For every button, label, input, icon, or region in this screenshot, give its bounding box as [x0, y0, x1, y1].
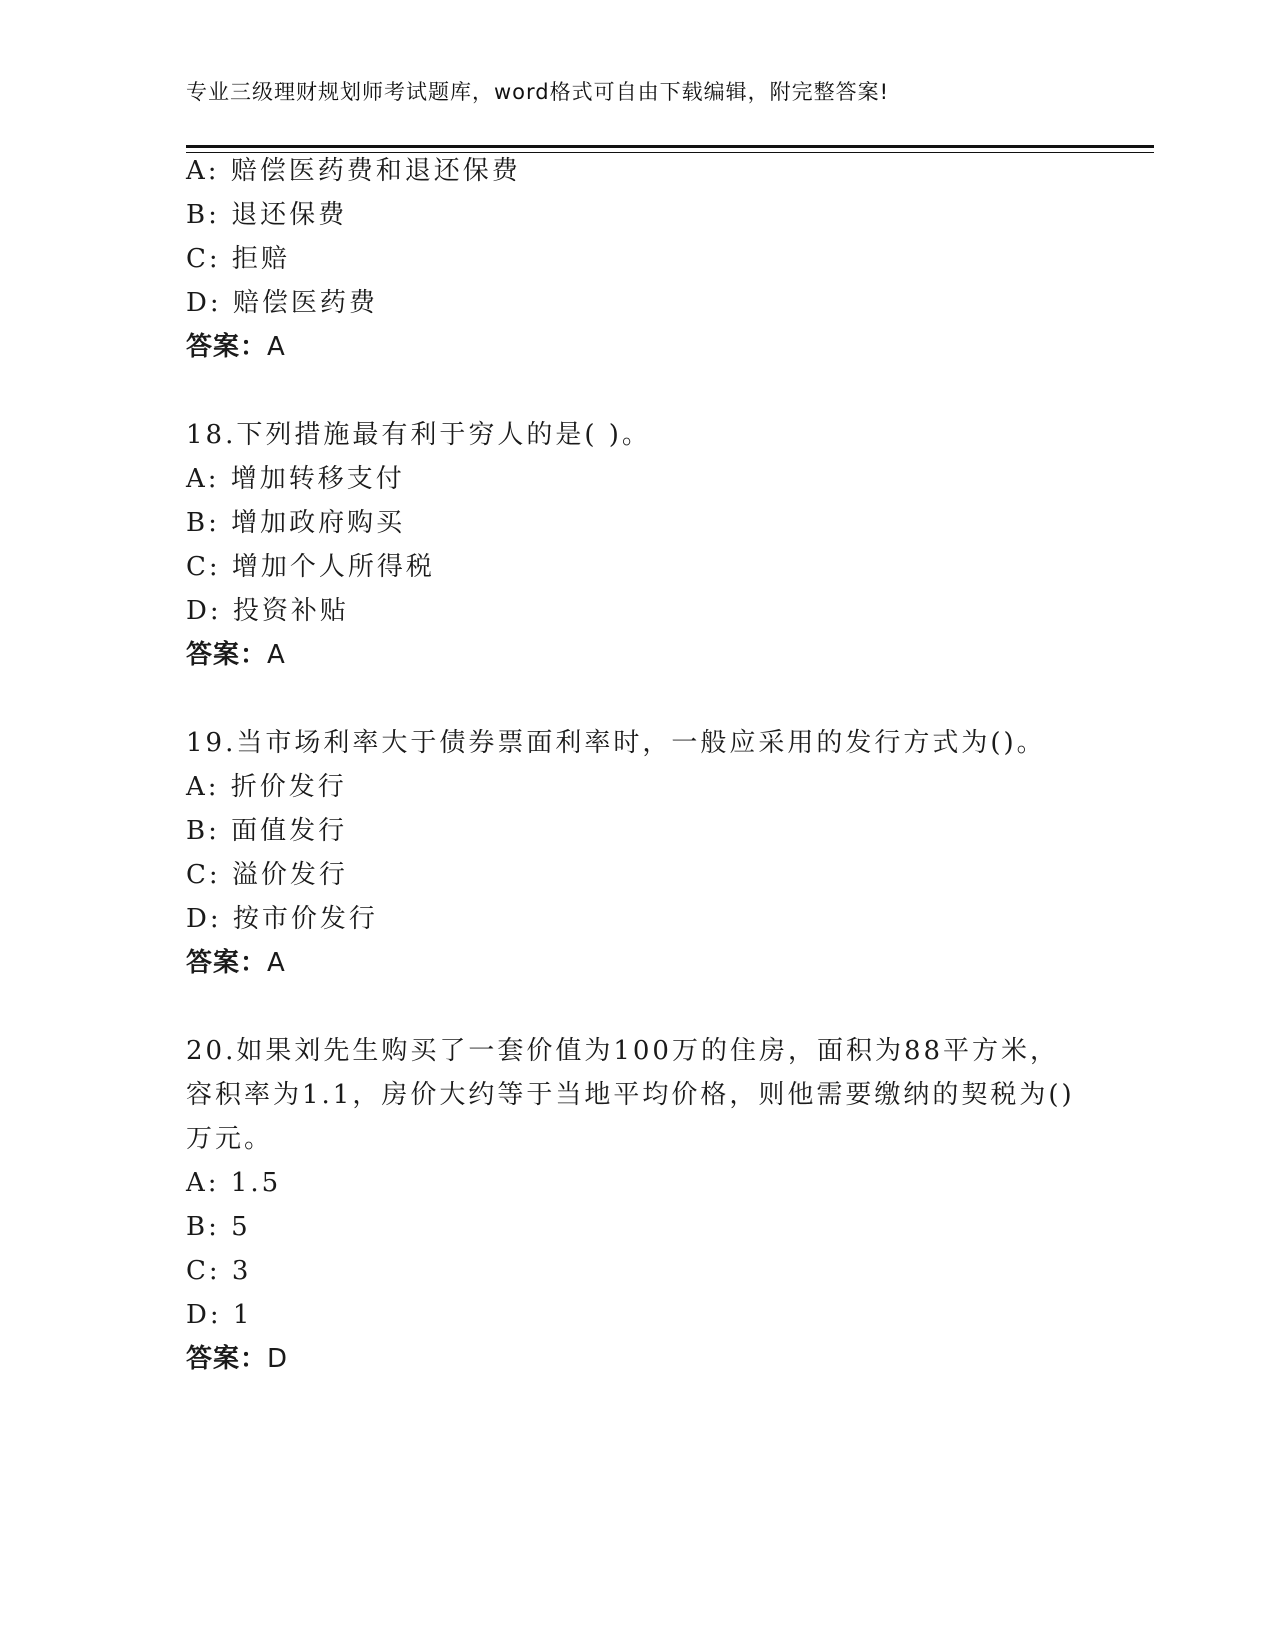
q20-question-line-2: 容积率为1.1，房价大约等于当地平均价格，则他需要缴纳的契税为()	[186, 1080, 1075, 1110]
prev-option-c: C: 拒赔	[186, 244, 290, 274]
q20-answer	[186, 1346, 288, 1372]
q19-option-a: A: 折价发行	[186, 772, 347, 802]
answer-value: D	[267, 1344, 289, 1374]
q19-option-b: B: 面值发行	[186, 816, 348, 846]
q18-option-d: D: 投资补贴	[186, 596, 349, 626]
q18-question: 18.下列措施最有利于穷人的是( )。	[186, 420, 651, 450]
q18-answer	[186, 642, 286, 668]
answer-label: 答案：	[186, 332, 268, 362]
answer-value: A	[267, 640, 286, 670]
q20-question-line-3: 万元。	[186, 1124, 274, 1154]
prev-answer	[186, 334, 286, 360]
q18-option-b: B: 增加政府购买	[186, 508, 406, 538]
q20-question-line-1: 20.如果刘先生购买了一套价值为100万的住房，面积为88平方米，	[186, 1036, 1060, 1066]
prev-option-a: A: 赔偿医药费和退还保费	[186, 156, 521, 186]
header-note: 专业三级理财规划师考试题库，word格式可自由下载编辑，附完整答案!	[186, 80, 890, 104]
answer-value: A	[267, 332, 286, 362]
q19-option-d: D: 按市价发行	[186, 904, 378, 934]
q19-question: 19.当市场利率大于债券票面利率时，一般应采用的发行方式为()。	[186, 728, 1046, 758]
prev-option-b: B: 退还保费	[186, 200, 348, 230]
header-rule-thin	[186, 152, 1154, 153]
answer-label: 答案：	[186, 948, 268, 978]
q20-option-c: C: 3	[186, 1256, 252, 1286]
answer-label: 答案：	[186, 1344, 268, 1374]
prev-option-d: D: 赔偿医药费	[186, 288, 378, 318]
q20-option-a: A: 1.5	[186, 1168, 282, 1198]
q20-option-d: D: 1	[186, 1300, 253, 1330]
answer-value: A	[267, 948, 286, 978]
q18-option-c: C: 增加个人所得税	[186, 552, 435, 582]
q20-option-b: B: 5	[186, 1212, 251, 1242]
q19-answer	[186, 950, 286, 976]
header-rule-thick	[186, 145, 1154, 148]
q19-option-c: C: 溢价发行	[186, 860, 348, 890]
answer-label: 答案：	[186, 640, 268, 670]
q18-option-a: A: 增加转移支付	[186, 464, 405, 494]
